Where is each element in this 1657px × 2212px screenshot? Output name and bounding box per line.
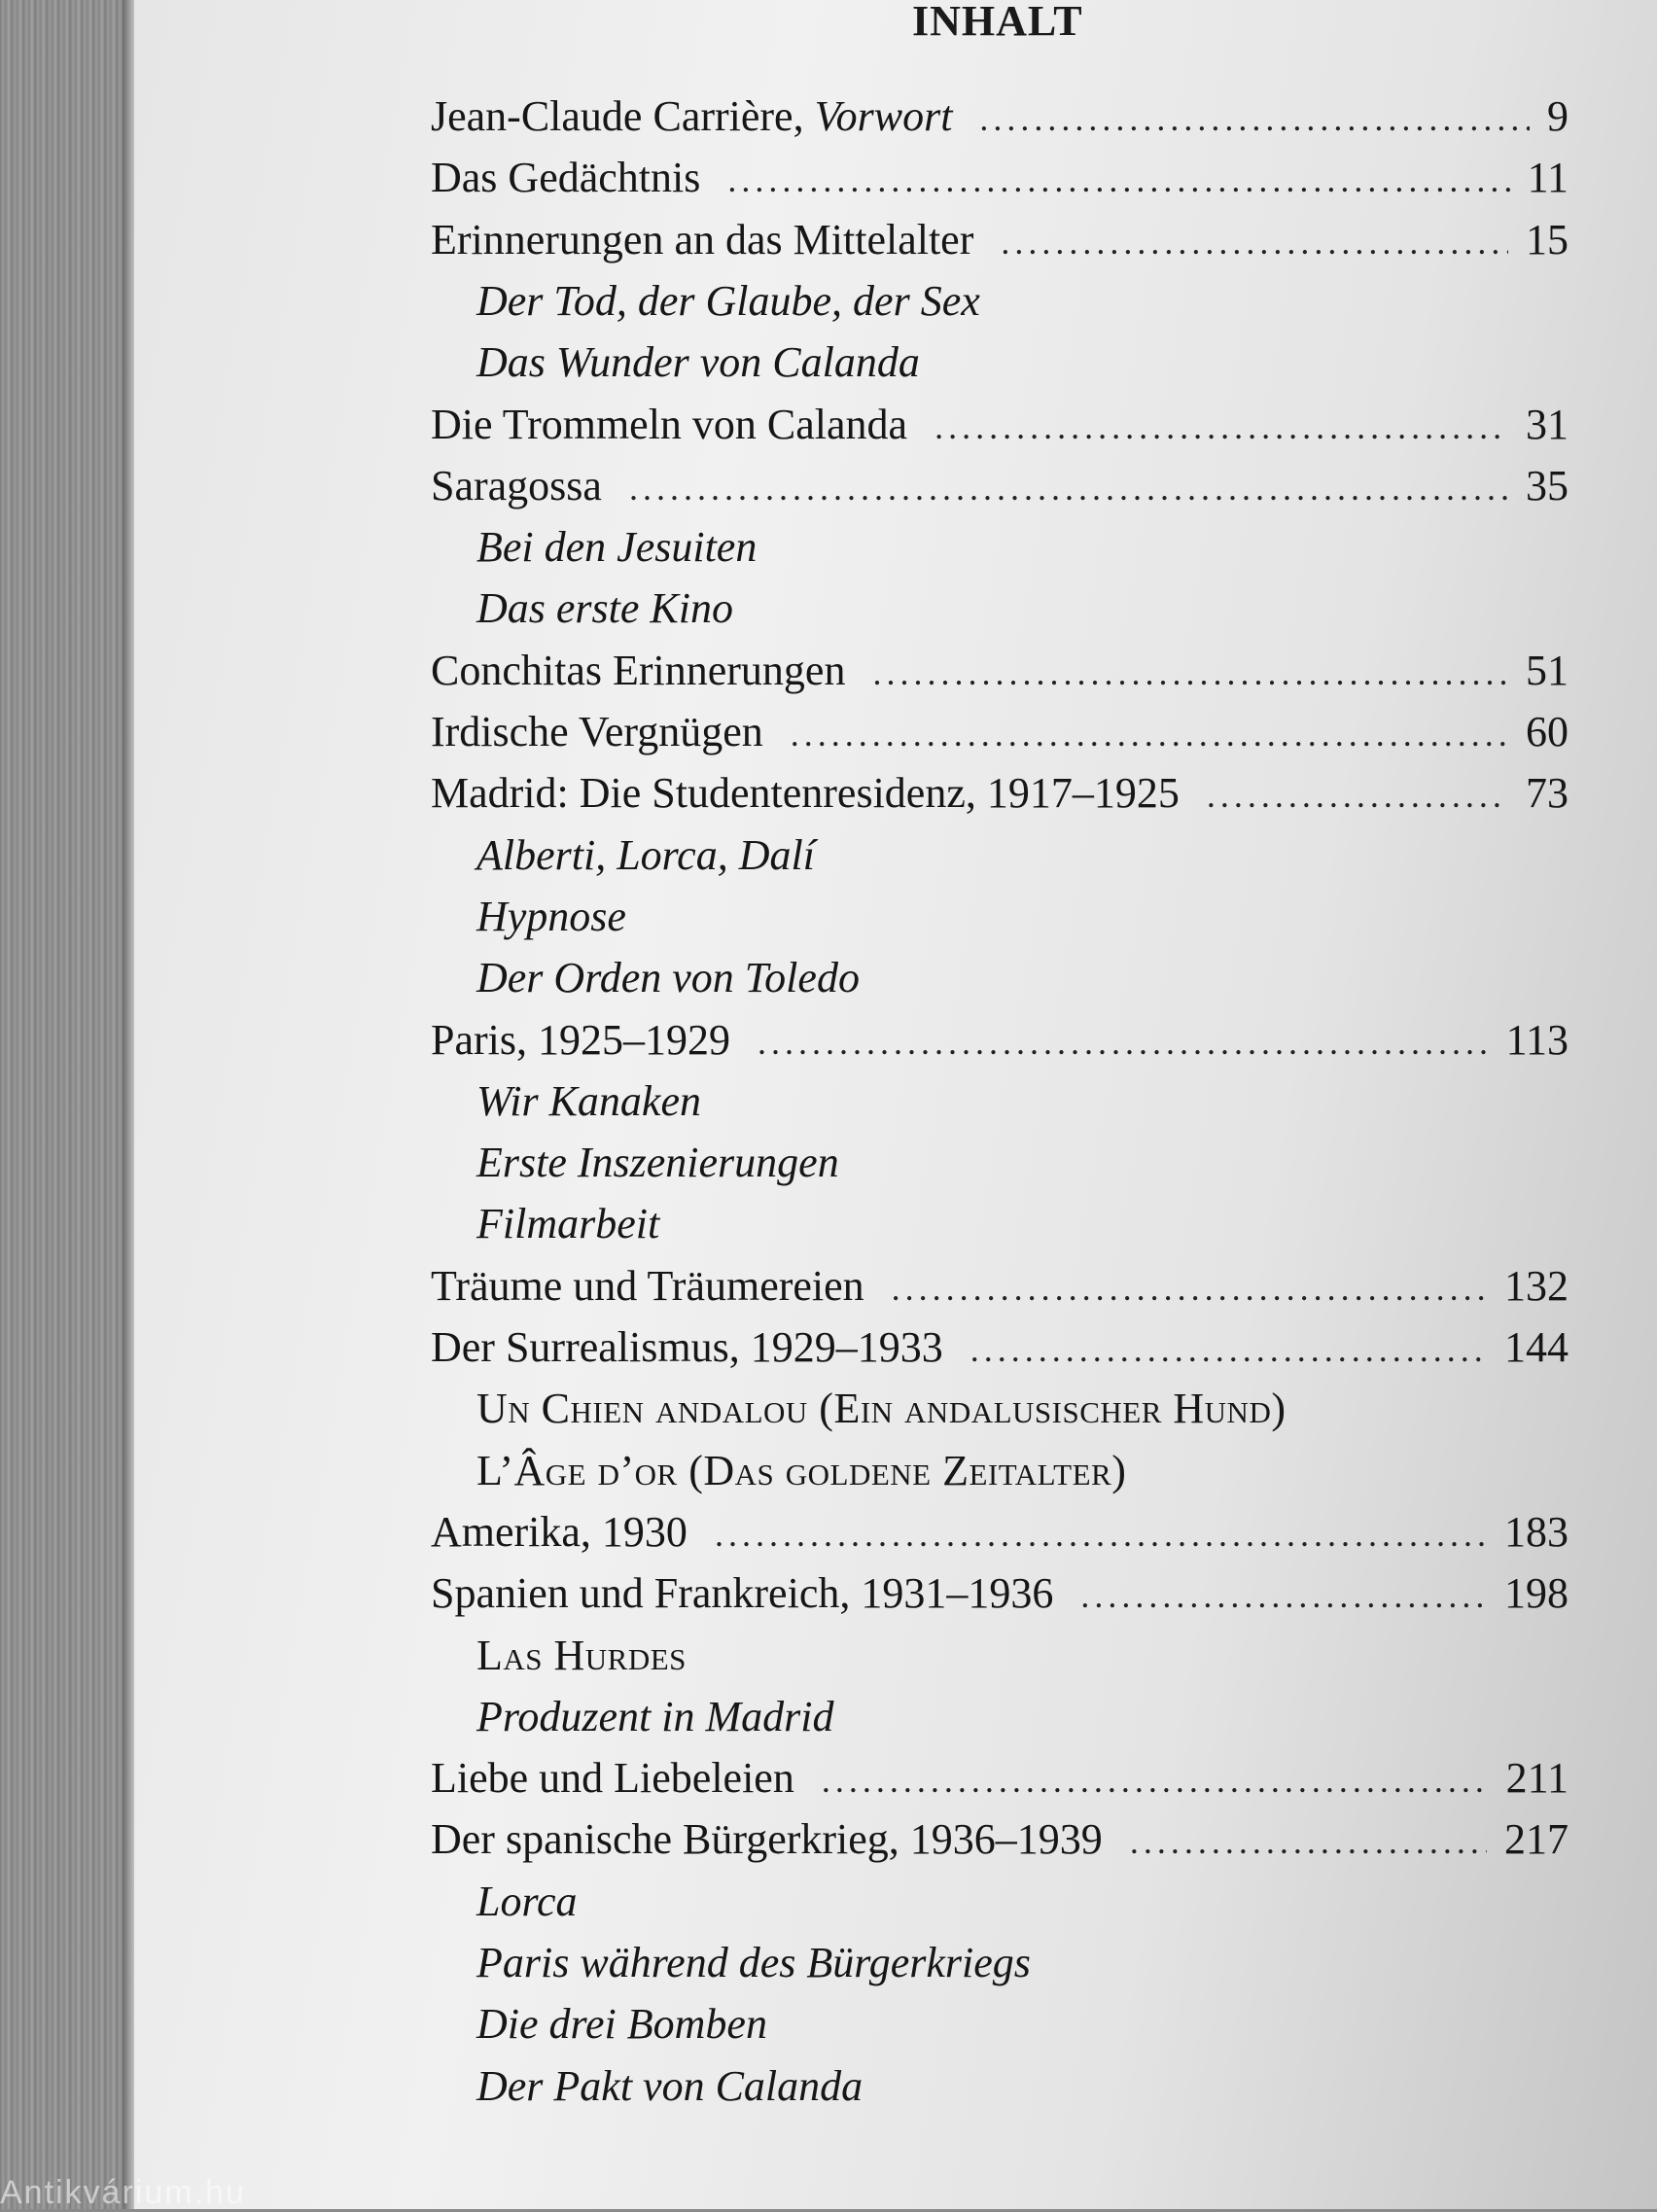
- toc-entry: [431, 703, 1569, 763]
- toc-subentry: Alberti, Lorca, Dalí: [476, 830, 815, 879]
- toc-entry-title: Der spanische Bürgerkrieg, 1936–1939: [431, 1815, 1103, 1864]
- dot-leader: [979, 89, 1530, 148]
- dot-leader: [1080, 1566, 1487, 1625]
- toc-entry-title: Paris, 1925–1929: [431, 1015, 730, 1064]
- toc-page-number: 15: [1526, 215, 1569, 263]
- toc-entry-title-italic: Vorwort: [814, 92, 953, 140]
- dot-leader: [629, 459, 1508, 517]
- toc-page-number: 211: [1505, 1754, 1569, 1803]
- dot-leader: [934, 398, 1508, 456]
- dot-leader: [1001, 213, 1508, 271]
- table-of-contents: [134, 0, 1657, 2209]
- toc-entry: [431, 1749, 1569, 1809]
- toc-page-number: 51: [1526, 646, 1569, 694]
- toc-entry: [431, 1257, 1569, 1317]
- toc-entry-title: Erinnerungen an das Mittelalter: [431, 215, 974, 263]
- toc-entry: [431, 764, 1569, 825]
- toc-subentry: Der Orden von Toledo: [476, 954, 860, 1002]
- page-title: INHALT: [912, 0, 1083, 45]
- toc-page-number: 183: [1504, 1507, 1569, 1556]
- toc-entry-title: Saragossa: [431, 461, 602, 509]
- toc-entry-title: Amerika, 1930: [431, 1507, 687, 1556]
- book-spine: [0, 0, 128, 2209]
- toc-subentry: L’Âge d’or (Das goldene Zeitalter): [476, 1446, 1127, 1494]
- toc-entry: [431, 1810, 1569, 1871]
- toc-entry-title: Das Gedächtnis: [431, 154, 701, 202]
- toc-subentry: Hypnose: [476, 892, 626, 940]
- toc-entry: [431, 211, 1569, 271]
- toc-subentry: Paris während des Bürgerkriegs: [476, 1939, 1031, 1986]
- toc-page-number: 9: [1547, 92, 1569, 140]
- toc-entry-title: Irdische Vergnügen: [431, 708, 763, 755]
- dot-leader: [715, 1505, 1487, 1563]
- toc-entry-title: Jean-Claude Carrière, Vorwort: [431, 92, 953, 140]
- toc-page-number: 113: [1505, 1015, 1569, 1064]
- toc-entry-title: Der Surrealismus, 1929–1933: [431, 1323, 943, 1371]
- toc-subentry: Erste Inszenierungen: [476, 1139, 839, 1187]
- toc-entry-title: Spanien und Frankreich, 1931–1936: [431, 1569, 1054, 1618]
- toc-subentry: Wir Kanaken: [476, 1076, 701, 1125]
- dot-leader: [758, 1013, 1489, 1071]
- toc-subentry: Das Wunder von Calanda: [476, 338, 920, 387]
- toc-entry: [431, 396, 1569, 456]
- toc-entry: [431, 642, 1569, 702]
- toc-subentry: Der Pakt von Calanda: [476, 2061, 864, 2110]
- toc-subentry: Das erste Kino: [476, 584, 733, 633]
- toc-entry-title: Madrid: Die Studentenresidenz, 1917–1925: [431, 769, 1180, 818]
- toc-entry: [431, 1564, 1569, 1625]
- toc-subentry: Un Chien andalou (Ein andalusischer Hund): [476, 1385, 1287, 1433]
- toc-subentry: Bei den Jesuiten: [476, 523, 758, 572]
- toc-page-number: 35: [1526, 461, 1569, 509]
- toc-page-number: 132: [1504, 1261, 1569, 1310]
- toc-entry-title: Träume und Träumereien: [431, 1261, 864, 1310]
- toc-page-number: 73: [1526, 769, 1569, 818]
- book-page: [134, 0, 1657, 2209]
- toc-page-number: 11: [1527, 154, 1569, 202]
- dot-leader: [892, 1259, 1487, 1317]
- toc-entry: [431, 457, 1569, 517]
- toc-entry: [431, 1318, 1569, 1379]
- toc-subentry: Produzent in Madrid: [476, 1692, 834, 1740]
- toc-subentry: Filmarbeit: [476, 1200, 660, 1248]
- dot-leader: [970, 1320, 1487, 1379]
- dot-leader: [1207, 766, 1508, 825]
- toc-entry: [431, 88, 1569, 148]
- toc-entry-title: Conchitas Erinnerungen: [431, 646, 846, 694]
- toc-subentry: Der Tod, der Glaube, der Sex: [476, 276, 980, 325]
- toc-entry: [431, 1011, 1569, 1071]
- toc-page-number: 217: [1504, 1815, 1569, 1864]
- dot-leader: [727, 151, 1509, 209]
- toc-subentry: Die drei Bomben: [476, 2000, 767, 2049]
- toc-page-number: 144: [1504, 1323, 1569, 1371]
- toc-page-number: 31: [1526, 400, 1569, 448]
- watermark: Antikvárium.hu: [0, 2174, 246, 2211]
- dot-leader: [822, 1751, 1489, 1809]
- toc-page-number: 198: [1504, 1569, 1569, 1618]
- dot-leader: [1130, 1812, 1487, 1871]
- dot-leader: [791, 705, 1508, 763]
- toc-entry-title: Liebe und Liebeleien: [431, 1754, 794, 1803]
- toc-subentry: Lorca: [476, 1877, 578, 1925]
- toc-entry: [431, 149, 1569, 209]
- toc-page-number: 60: [1526, 708, 1569, 755]
- toc-subentry: Las Hurdes: [476, 1631, 687, 1679]
- toc-entry-title: Die Trommeln von Calanda: [431, 400, 908, 448]
- dot-leader: [872, 644, 1508, 702]
- toc-entry: [431, 1503, 1569, 1563]
